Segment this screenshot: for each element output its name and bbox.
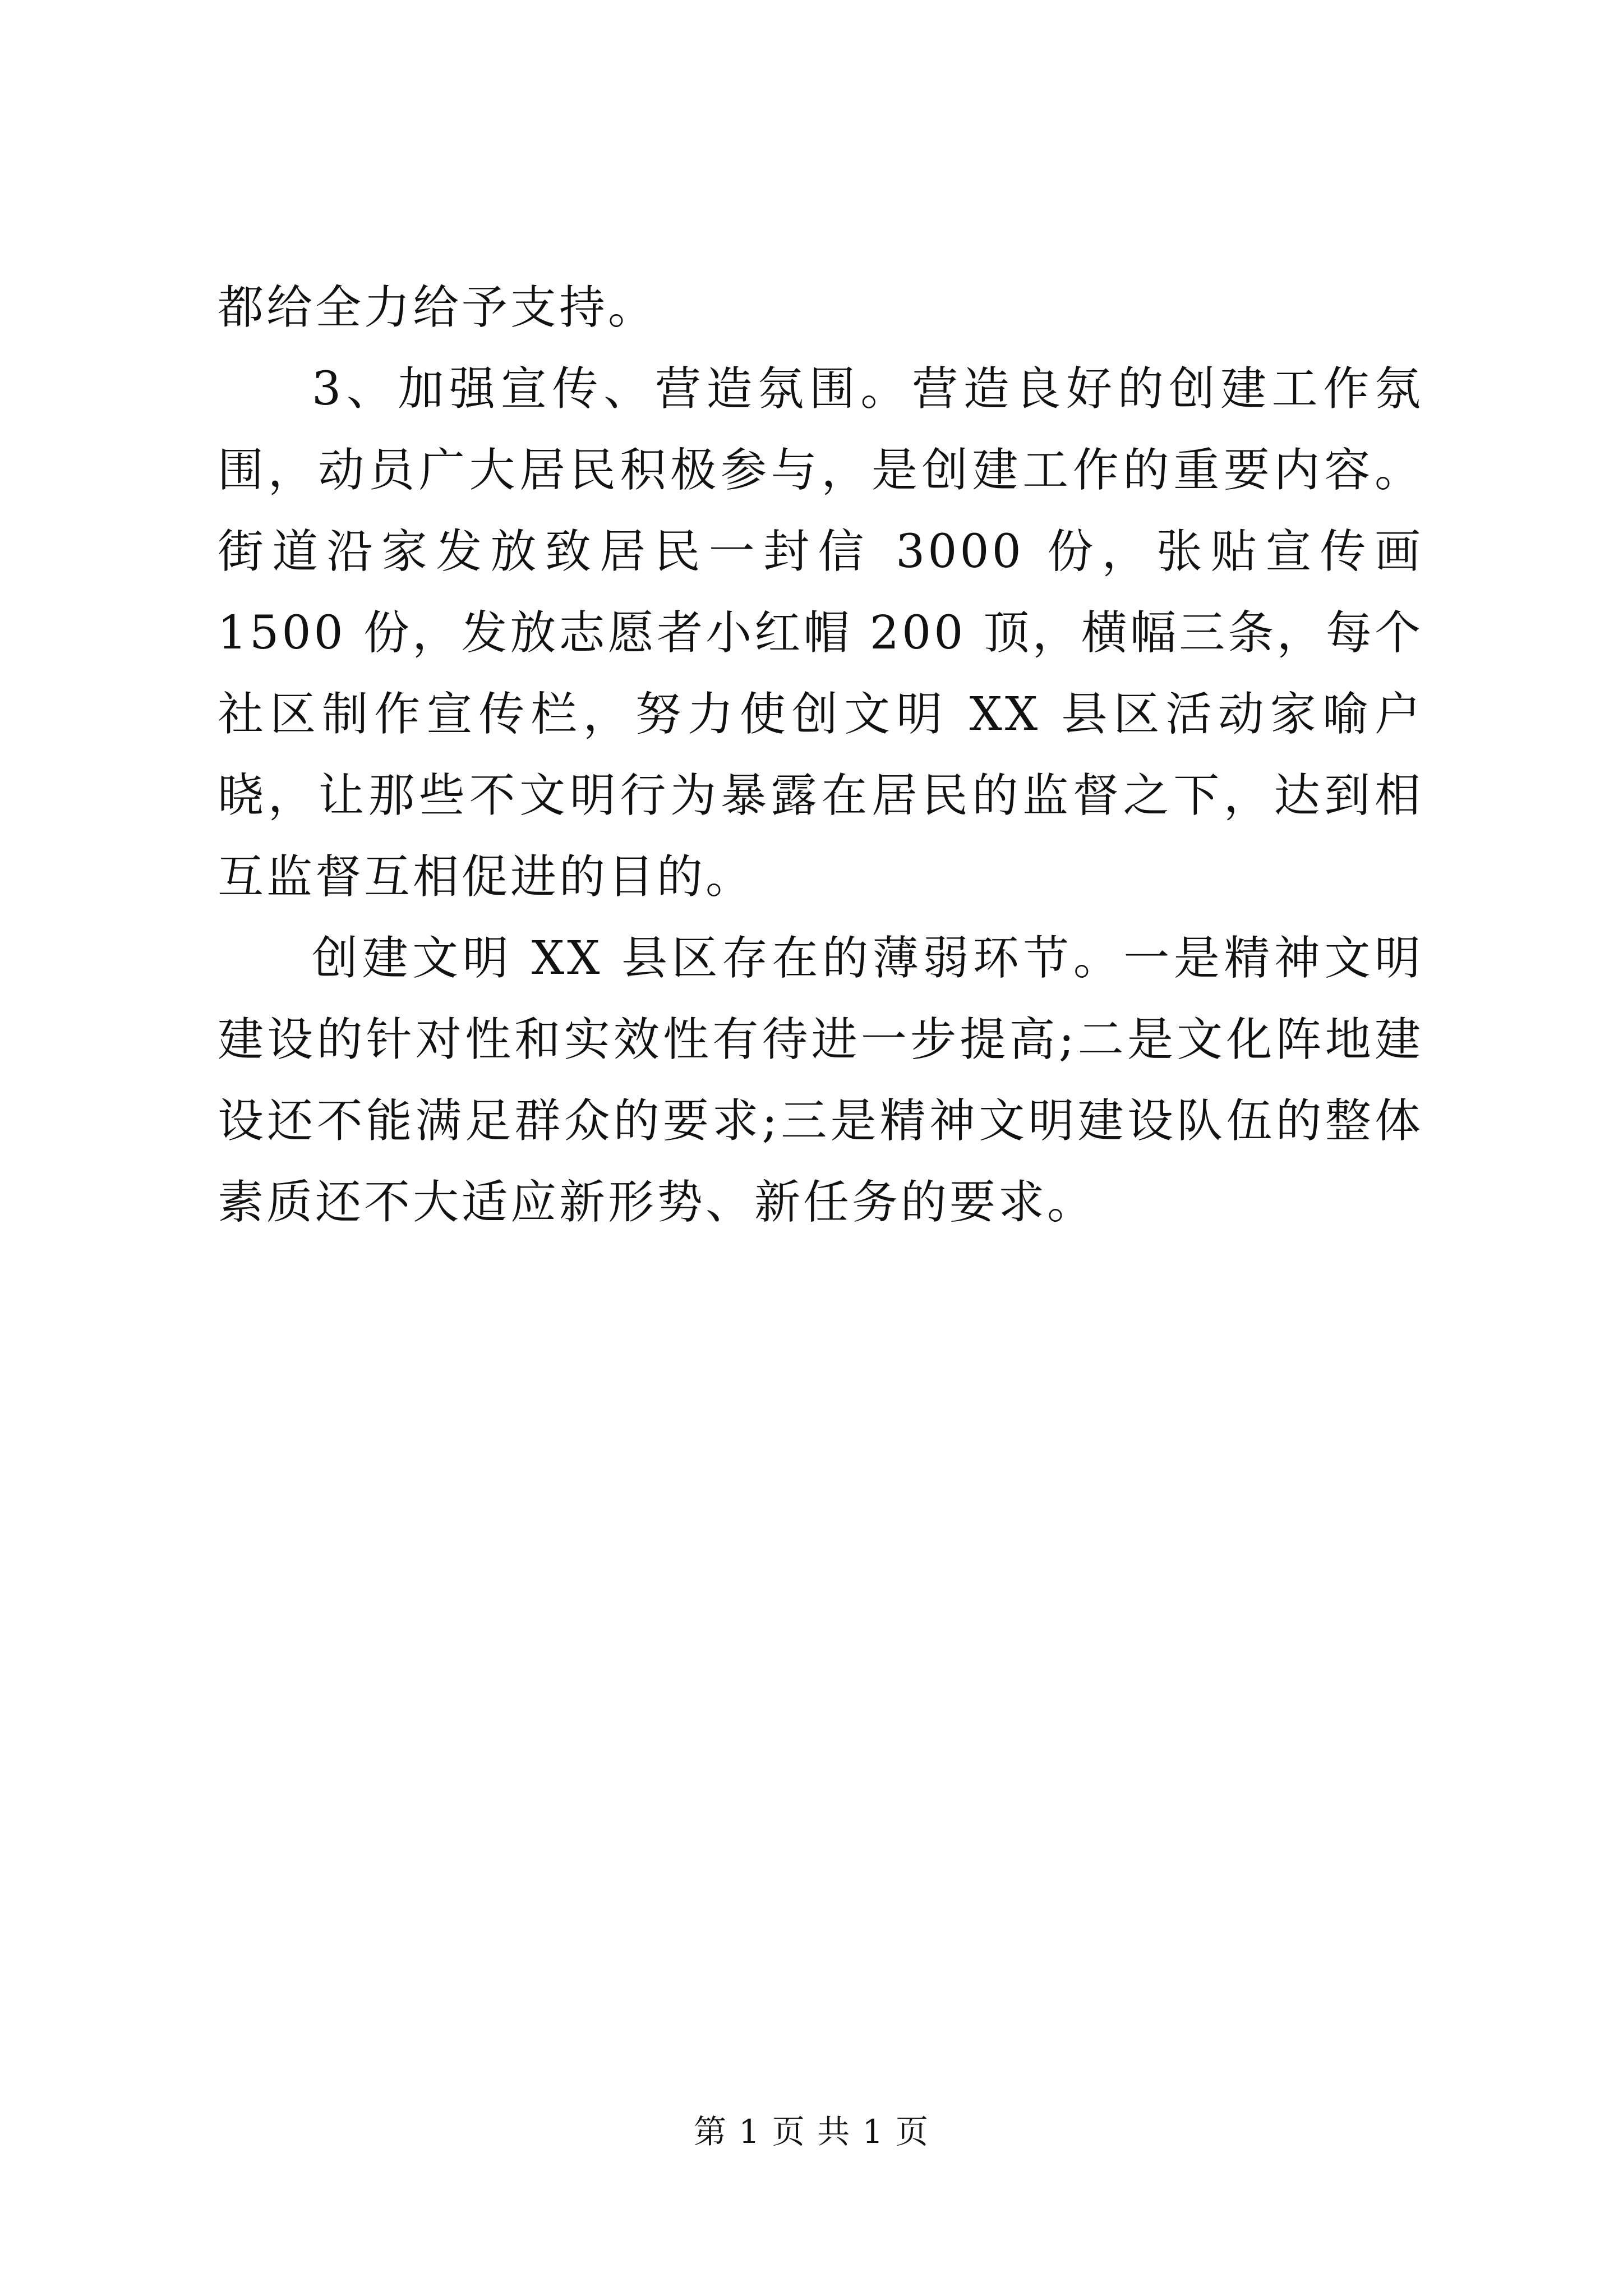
paragraph-weak-links: 创建文明 XX 县区存在的薄弱环节。一是精神文明建设的针对性和实效性有待进一步提高;二是文化阵地建设还不能满足群众的要求;三是精神文明建设队伍的整体素质还不大适应新形势、新任务的要求。 xyxy=(218,932,1423,1229)
page-footer: 第 1 页 共 1 页 xyxy=(694,2113,929,2151)
document-body xyxy=(218,267,1423,1243)
paragraph-publicity: 3、加强宣传、营造氛围。营造良好的创建工作氛围，动员广大居民积极参与，是创建工作的重要内容。街道沿家发放致居民一封信 3000 份，张贴宣传画 1500 份，发放志愿者小红帽 200 顶，横幅三条，每个社区制作宣传栏，努力使创文明 XX 县区活动家喻户晓，让那些不文明行为暴露在居民的监督之下，达到相互监督互相促进的目的。 xyxy=(218,362,1423,904)
paragraph-support: 都给全力给予支持。 xyxy=(218,281,657,334)
